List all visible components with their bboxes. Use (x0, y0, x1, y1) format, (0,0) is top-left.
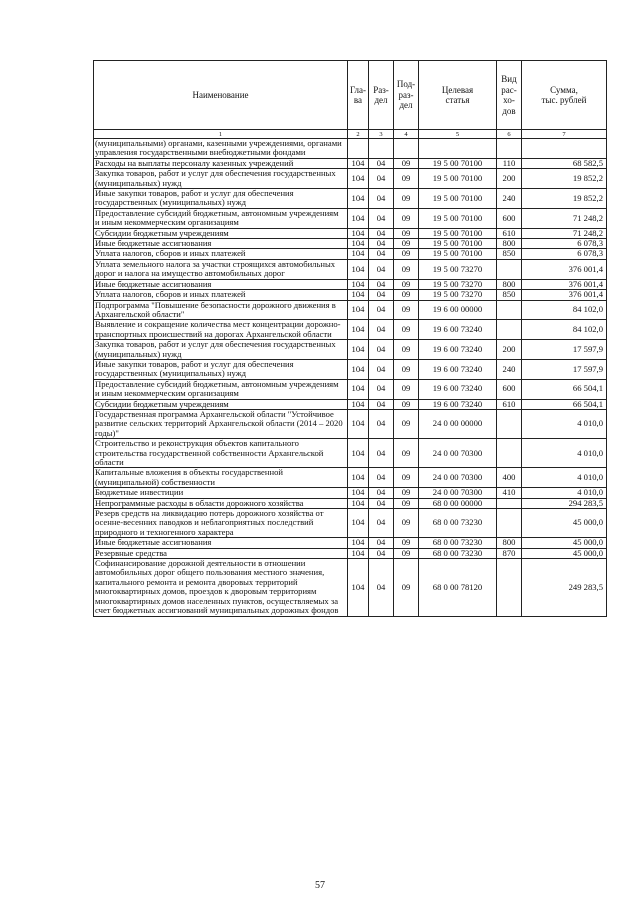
cell-name: Закупка товаров, работ и услуг для обеспечения государственных (муниципальных) нужд (94, 340, 348, 360)
cell-podrazdel: 09 (394, 228, 419, 238)
cell-glava: 104 (348, 538, 369, 548)
cell-vid: 800 (497, 538, 522, 548)
cell-podrazdel: 09 (394, 208, 419, 228)
cell-vid (497, 509, 522, 538)
cell-vid: 600 (497, 379, 522, 399)
header-name: Наименование (94, 61, 348, 130)
cell-podrazdel: 09 (394, 169, 419, 189)
cell-razdel: 04 (369, 320, 394, 340)
table-row (94, 340, 607, 360)
cell-name: Иные бюджетные ассигнования (94, 239, 348, 249)
cell-podrazdel: 09 (394, 158, 419, 168)
cell-target: 19 5 00 70100 (419, 158, 497, 168)
cell-razdel: 04 (369, 548, 394, 558)
header-glava: Гла- ва (348, 61, 369, 130)
cell-glava: 104 (348, 498, 369, 508)
cell-target: 19 6 00 00000 (419, 300, 497, 320)
cell-name: Иные закупки товаров, работ и услуг для обеспечения государственных (муниципальных) нужд (94, 359, 348, 379)
cell-podrazdel: 09 (394, 409, 419, 438)
cell-sum: 66 504,1 (522, 399, 607, 409)
cell-sum: 4 010,0 (522, 439, 607, 468)
cell-sum: 4 010,0 (522, 488, 607, 498)
cell-name: Строительство и реконструкция объектов капитального строительства государственной собственности Архангельской области (94, 439, 348, 468)
table-row (94, 249, 607, 259)
cell-name: Иные закупки товаров, работ и услуг для обеспечения государственных (муниципальных) нужд (94, 189, 348, 209)
cell-razdel: 04 (369, 300, 394, 320)
cell-glava: 104 (348, 169, 369, 189)
cell-vid (497, 439, 522, 468)
cell-vid (497, 139, 522, 159)
cell-podrazdel: 09 (394, 399, 419, 409)
cell-sum: 376 001,4 (522, 279, 607, 289)
column-index: 3 (369, 130, 394, 139)
cell-target: 19 6 00 73240 (419, 359, 497, 379)
cell-vid: 240 (497, 359, 522, 379)
table-row (94, 300, 607, 320)
cell-razdel: 04 (369, 169, 394, 189)
header-sum: Сумма, тыс. рублей (522, 61, 607, 130)
cell-target: 19 5 00 70100 (419, 249, 497, 259)
cell-vid (497, 259, 522, 279)
cell-podrazdel: 09 (394, 538, 419, 548)
cell-glava: 104 (348, 259, 369, 279)
cell-target: 19 6 00 73240 (419, 399, 497, 409)
cell-name: Субсидии бюджетным учреждениям (94, 228, 348, 238)
cell-vid: 410 (497, 488, 522, 498)
table-row (94, 548, 607, 558)
cell-podrazdel: 09 (394, 559, 419, 616)
cell-sum: 45 000,0 (522, 509, 607, 538)
cell-sum: 68 582,5 (522, 158, 607, 168)
cell-podrazdel: 09 (394, 548, 419, 558)
budget-table (93, 60, 607, 617)
cell-name: Государственная программа Архангельской области "Устойчивое развитие сельских территорий Архангельской области (2014 – 2020 годы)" (94, 409, 348, 438)
cell-vid (497, 300, 522, 320)
cell-target: 19 6 00 73240 (419, 379, 497, 399)
cell-sum: 4 010,0 (522, 468, 607, 488)
cell-razdel: 04 (369, 290, 394, 300)
table-row (94, 320, 607, 340)
cell-podrazdel: 09 (394, 189, 419, 209)
table-row (94, 559, 607, 616)
cell-name: Закупка товаров, работ и услуг для обеспечения государственных (муниципальных) нужд (94, 169, 348, 189)
cell-razdel: 04 (369, 509, 394, 538)
cell-razdel: 04 (369, 259, 394, 279)
table-row (94, 538, 607, 548)
cell-sum: 71 248,2 (522, 208, 607, 228)
cell-razdel: 04 (369, 228, 394, 238)
cell-target: 19 5 00 73270 (419, 259, 497, 279)
cell-name: Уплата земельного налога за участки строящихся автомобильных дорог и налога на имущество автомобильных дорог (94, 259, 348, 279)
cell-razdel: 04 (369, 468, 394, 488)
cell-name: Субсидии бюджетным учреждениям (94, 399, 348, 409)
table-row (94, 208, 607, 228)
cell-vid: 850 (497, 290, 522, 300)
cell-razdel: 04 (369, 208, 394, 228)
cell-name: Расходы на выплаты персоналу казенных учреждений (94, 158, 348, 168)
cell-sum: 19 852,2 (522, 169, 607, 189)
cell-sum: 249 283,5 (522, 559, 607, 616)
header-target: Целевая статья (419, 61, 497, 130)
cell-vid: 850 (497, 249, 522, 259)
cell-glava: 104 (348, 279, 369, 289)
cell-sum: 6 078,3 (522, 239, 607, 249)
page-number: 57 (315, 880, 325, 891)
cell-sum: 376 001,4 (522, 290, 607, 300)
cell-podrazdel: 09 (394, 379, 419, 399)
table-row (94, 290, 607, 300)
cell-sum: 6 078,3 (522, 249, 607, 259)
table-row (94, 498, 607, 508)
cell-podrazdel: 09 (394, 488, 419, 498)
cell-glava: 104 (348, 409, 369, 438)
cell-glava: 104 (348, 158, 369, 168)
cell-vid: 870 (497, 548, 522, 558)
cell-glava: 104 (348, 340, 369, 360)
table-header-row (94, 61, 607, 130)
cell-glava: 104 (348, 239, 369, 249)
cell-razdel: 04 (369, 488, 394, 498)
cell-glava: 104 (348, 399, 369, 409)
cell-target: 19 5 00 70100 (419, 208, 497, 228)
cell-sum: 17 597,9 (522, 359, 607, 379)
cell-podrazdel: 09 (394, 498, 419, 508)
cell-podrazdel: 09 (394, 320, 419, 340)
cell-razdel: 04 (369, 409, 394, 438)
cell-target: 19 5 00 70100 (419, 169, 497, 189)
cell-vid: 800 (497, 279, 522, 289)
cell-vid: 400 (497, 468, 522, 488)
cell-podrazdel: 09 (394, 468, 419, 488)
cell-razdel: 04 (369, 399, 394, 409)
cell-name: Иные бюджетные ассигнования (94, 279, 348, 289)
cell-target: 68 0 00 73230 (419, 548, 497, 558)
cell-target: 68 0 00 73230 (419, 538, 497, 548)
cell-vid (497, 409, 522, 438)
cell-razdel: 04 (369, 158, 394, 168)
cell-name: Предоставление субсидий бюджетным, автономным учреждениям и иным некоммерческим организациям (94, 208, 348, 228)
cell-name: (муниципальными) органами, казенными учреждениями, органами управления государственными внебюджетными фондами (94, 139, 348, 159)
cell-target: 19 5 00 70100 (419, 189, 497, 209)
cell-razdel: 04 (369, 239, 394, 249)
cell-target: 24 0 00 70300 (419, 468, 497, 488)
cell-glava: 104 (348, 548, 369, 558)
cell-vid (497, 559, 522, 616)
cell-podrazdel: 09 (394, 249, 419, 259)
cell-sum: 45 000,0 (522, 538, 607, 548)
cell-podrazdel: 09 (394, 509, 419, 538)
cell-name: Резервные средства (94, 548, 348, 558)
table-row (94, 279, 607, 289)
table-row (94, 439, 607, 468)
cell-sum (522, 139, 607, 159)
cell-podrazdel (394, 139, 419, 159)
cell-target: 68 0 00 00000 (419, 498, 497, 508)
cell-razdel: 04 (369, 559, 394, 616)
cell-sum: 84 102,0 (522, 300, 607, 320)
cell-sum: 376 001,4 (522, 259, 607, 279)
cell-glava: 104 (348, 189, 369, 209)
cell-glava: 104 (348, 468, 369, 488)
cell-name: Капитальные вложения в объекты государственной (муниципальной) собственности (94, 468, 348, 488)
table-row (94, 409, 607, 438)
cell-razdel: 04 (369, 439, 394, 468)
cell-podrazdel: 09 (394, 239, 419, 249)
table-row (94, 189, 607, 209)
cell-vid: 200 (497, 169, 522, 189)
cell-vid: 610 (497, 228, 522, 238)
cell-sum: 71 248,2 (522, 228, 607, 238)
cell-podrazdel: 09 (394, 259, 419, 279)
column-index: 5 (419, 130, 497, 139)
cell-glava: 104 (348, 359, 369, 379)
cell-vid: 200 (497, 340, 522, 360)
cell-target: 68 0 00 73230 (419, 509, 497, 538)
cell-target: 19 5 00 70100 (419, 228, 497, 238)
cell-podrazdel: 09 (394, 359, 419, 379)
cell-name: Резерв средств на ликвидацию потерь дорожного хозяйства от осенне-весенних паводков и неблагоприятных последствий природного и техногенного характера (94, 509, 348, 538)
cell-razdel: 04 (369, 379, 394, 399)
cell-podrazdel: 09 (394, 300, 419, 320)
cell-target: 24 0 00 00000 (419, 409, 497, 438)
cell-glava: 104 (348, 228, 369, 238)
column-index: 1 (94, 130, 348, 139)
header-vid: Вид рас- хо- дов (497, 61, 522, 130)
cell-vid: 600 (497, 208, 522, 228)
cell-target: 19 5 00 73270 (419, 290, 497, 300)
cell-glava (348, 139, 369, 159)
column-index: 4 (394, 130, 419, 139)
table-row (94, 509, 607, 538)
cell-name: Подпрограмма "Повышение безопасности дорожного движения в Архангельской области" (94, 300, 348, 320)
cell-target: 24 0 00 70300 (419, 488, 497, 498)
cell-glava: 104 (348, 208, 369, 228)
cell-target: 68 0 00 78120 (419, 559, 497, 616)
table-row (94, 359, 607, 379)
column-index: 2 (348, 130, 369, 139)
cell-razdel: 04 (369, 538, 394, 548)
cell-glava: 104 (348, 249, 369, 259)
cell-name: Непрограммные расходы в области дорожного хозяйства (94, 498, 348, 508)
cell-glava: 104 (348, 300, 369, 320)
table-row (94, 399, 607, 409)
cell-target: 24 0 00 70300 (419, 439, 497, 468)
budget-table-container (93, 60, 606, 617)
cell-vid: 800 (497, 239, 522, 249)
cell-podrazdel: 09 (394, 439, 419, 468)
cell-name: Софинансирование дорожной деятельности в отношении автомобильных дорог общего пользования местного значения, капитального ремонта и ремонта дворовых территорий многоквартирных домов, проездов к дворовым территориям многоквартирных домов населенных пунктов, осуществляемых за счет бюджетных ассигнований муниципальных дорожных фондов (94, 559, 348, 616)
table-row (94, 158, 607, 168)
table-row (94, 379, 607, 399)
cell-glava: 104 (348, 488, 369, 498)
cell-razdel: 04 (369, 279, 394, 289)
cell-name: Иные бюджетные ассигнования (94, 538, 348, 548)
cell-glava: 104 (348, 559, 369, 616)
cell-sum: 294 283,5 (522, 498, 607, 508)
cell-target: 19 5 00 73270 (419, 279, 497, 289)
cell-sum: 66 504,1 (522, 379, 607, 399)
cell-razdel: 04 (369, 249, 394, 259)
cell-razdel: 04 (369, 340, 394, 360)
cell-razdel (369, 139, 394, 159)
cell-glava: 104 (348, 290, 369, 300)
cell-vid: 610 (497, 399, 522, 409)
cell-razdel: 04 (369, 359, 394, 379)
table-row (94, 139, 607, 159)
cell-target (419, 139, 497, 159)
cell-podrazdel: 09 (394, 340, 419, 360)
column-index: 7 (522, 130, 607, 139)
cell-name: Уплата налогов, сборов и иных платежей (94, 249, 348, 259)
cell-razdel: 04 (369, 498, 394, 508)
column-index: 6 (497, 130, 522, 139)
cell-glava: 104 (348, 439, 369, 468)
header-razdel: Раз- дел (369, 61, 394, 130)
cell-sum: 84 102,0 (522, 320, 607, 340)
cell-name: Предоставление субсидий бюджетным, автономным учреждениям и иным некоммерческим организациям (94, 379, 348, 399)
cell-glava: 104 (348, 320, 369, 340)
cell-sum: 4 010,0 (522, 409, 607, 438)
table-row (94, 259, 607, 279)
header-podrazdel: Под- раз- дел (394, 61, 419, 130)
cell-target: 19 6 00 73240 (419, 320, 497, 340)
cell-name: Бюджетные инвестиции (94, 488, 348, 498)
cell-sum: 45 000,0 (522, 548, 607, 558)
table-row (94, 169, 607, 189)
cell-vid: 110 (497, 158, 522, 168)
cell-vid (497, 498, 522, 508)
cell-name: Уплата налогов, сборов и иных платежей (94, 290, 348, 300)
table-row (94, 228, 607, 238)
cell-vid (497, 320, 522, 340)
cell-target: 19 6 00 73240 (419, 340, 497, 360)
cell-glava: 104 (348, 509, 369, 538)
cell-razdel: 04 (369, 189, 394, 209)
table-row (94, 488, 607, 498)
table-row (94, 468, 607, 488)
cell-vid: 240 (497, 189, 522, 209)
cell-podrazdel: 09 (394, 279, 419, 289)
cell-podrazdel: 09 (394, 290, 419, 300)
cell-glava: 104 (348, 379, 369, 399)
cell-target: 19 5 00 70100 (419, 239, 497, 249)
cell-sum: 17 597,9 (522, 340, 607, 360)
cell-name: Выявление и сокращение количества мест концентрации дорожно-транспортных происшествий на дорогах Архангельской области (94, 320, 348, 340)
cell-sum: 19 852,2 (522, 189, 607, 209)
table-row (94, 239, 607, 249)
